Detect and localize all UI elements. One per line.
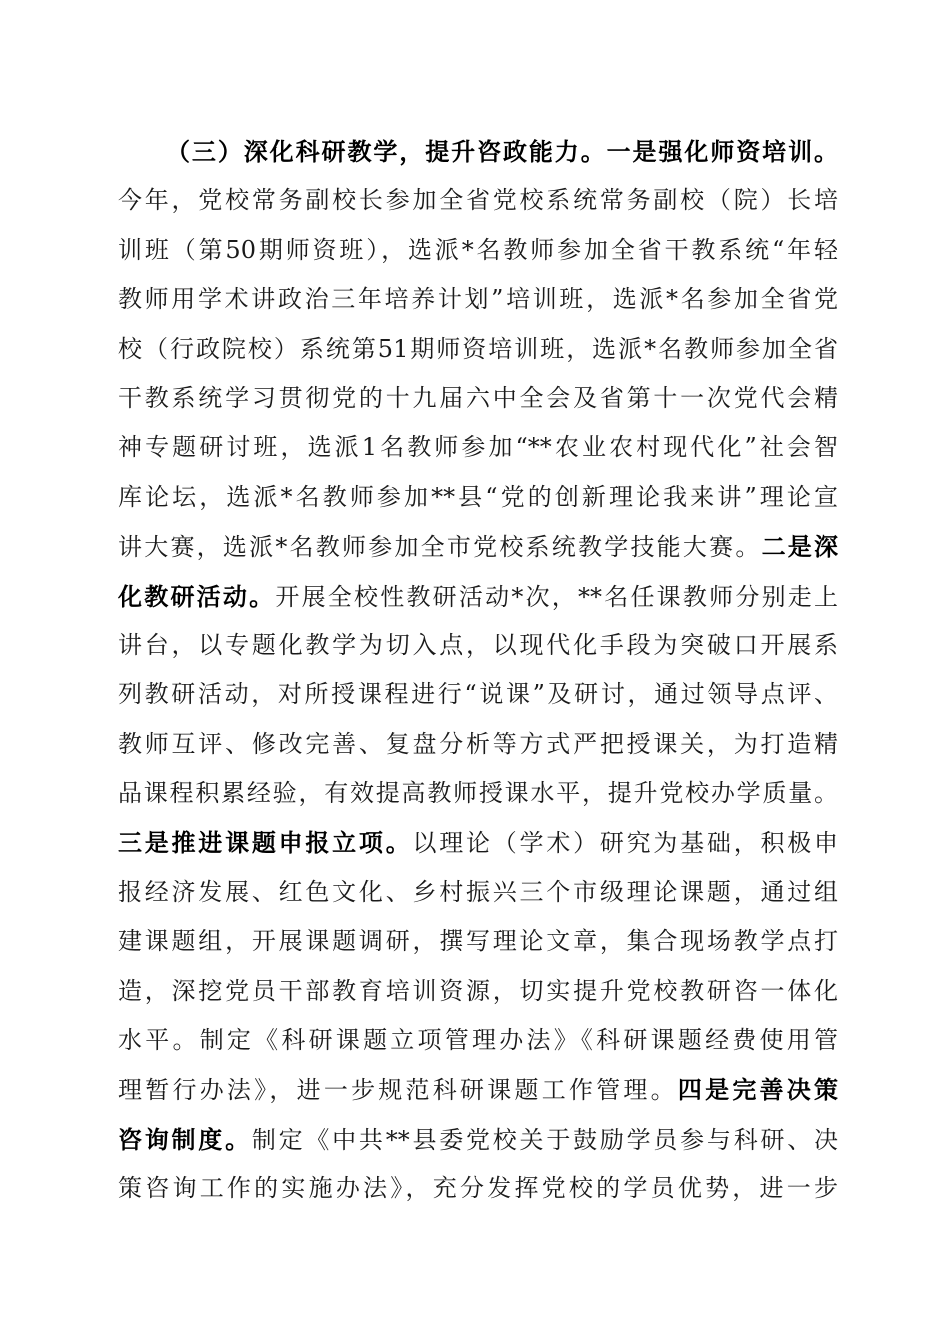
text-line [118,1115,838,1164]
body-text: 列教研活动，对所授课程进行“说课”及研讨，通过领导点评、 [118,680,838,709]
text-line [118,868,838,917]
body-text: 神专题研讨班，选派1名教师参加“**农业农村现代化”社会智 [118,433,838,462]
body-text: 教师用学术讲政治三年培养计划”培训班，选派*名参加全省党 [118,285,838,314]
body-text: 校（行政院校）系统第51期师资培训班，选派*名教师参加全省 [118,334,838,363]
bold-heading-text: 咨询制度。 [118,1124,252,1154]
body-text: 教师互评、修改完善、复盘分析等方式严把授课关，为打造精 [118,729,838,758]
text-line [118,1016,838,1065]
text-line [118,572,838,621]
body-text: 建课题组，开展课题调研，撰写理论文章，集合现场教学点打 [118,927,838,956]
body-text: 以理论（学术）研究为基础，积极申 [412,829,839,858]
text-line [118,127,838,176]
bold-heading-text: 二是深 [761,532,839,562]
text-line [118,226,838,275]
body-text: 品课程积累经验，有效提高教师授课水平，提升党校办学质量。 [118,779,838,808]
body-text: 水平。制定《科研课题立项管理办法》《科研课题经费使用管 [118,1026,838,1055]
body-text: 制定《中共**县委党校关于鼓励学员参与科研、决 [251,1125,839,1154]
text-line [118,176,838,225]
body-text: 报经济发展、红色文化、乡村振兴三个市级理论课题，通过组 [118,877,838,906]
body-text: 理暂行办法》，进一步规范科研课题工作管理。 [118,1076,678,1105]
body-text: 讲大赛，选派*名教师参加全市党校系统教学技能大赛。 [118,533,762,562]
text-line [118,275,838,324]
text-line [118,769,838,818]
text-line [118,325,838,374]
body-text: 库论坛，选派*名教师参加**县“党的创新理论我来讲”理论宣 [118,482,838,511]
body-text: 策咨询工作的实施办法》，充分发挥党校的学员优势，进一步 [118,1174,838,1203]
text-line [118,967,838,1016]
bold-heading-text: 三是推进课题申报立项。 [118,828,413,858]
body-text: 造，深挖党员干部教育培训资源，切实提升党校教研咨一体化 [118,976,838,1005]
bold-heading-text: （三）深化科研教学，提升咨政能力。一是强化师资培训。 [166,137,838,166]
text-line [118,522,838,571]
text-line [118,374,838,423]
body-text: 开展全校性教研活动*次，**名任课教师分别走上 [275,582,839,611]
body-text: 今年，党校常务副校长参加全省党校系统常务副校（院）长培 [118,186,838,215]
bold-heading-text: 化教研活动。 [118,581,276,611]
text-line [118,720,838,769]
text-line [118,1065,838,1114]
text-line [118,818,838,867]
body-text: 训班（第50期师资班），选派*名教师参加全省干教系统“年轻 [118,235,838,264]
body-text: 讲台，以专题化教学为切入点，以现代化手段为突破口开展系 [118,630,838,659]
text-line [118,670,838,719]
text-line [118,1164,838,1213]
text-line [118,473,838,522]
body-text: 干教系统学习贯彻党的十九届六中全会及省第十一次党代会精 [118,383,838,412]
text-line [118,423,838,472]
text-line [118,917,838,966]
text-line [118,621,838,670]
body-paragraph [118,127,838,1214]
bold-heading-text: 四是完善决策 [677,1075,839,1105]
